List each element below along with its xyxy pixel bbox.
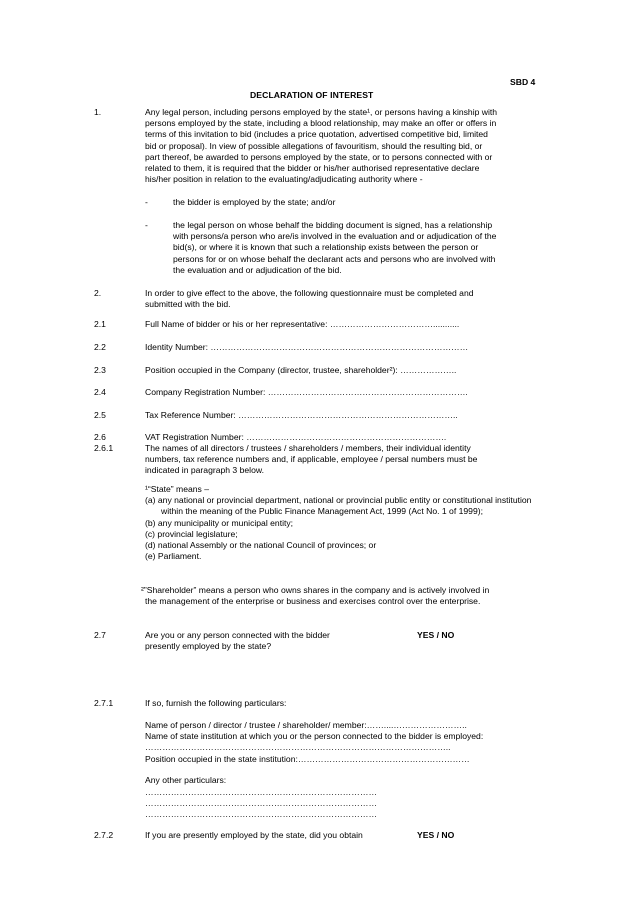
bullet-2-line: with persons/a person who are/is involved in the evaluation and or adjudication of the: [173, 231, 497, 242]
item-2-7-2-text: If you are presently employed by the state, did you obtain: [145, 830, 363, 840]
position-field: Position occupied in the Company (director, trustee, shareholder²): ………………..: [145, 365, 457, 375]
footnote-state-item: (a) any national or provincial department, national or provincial public entity or constitutional institution within the meaning of the Public Finance Management Act, 1999 (Act No. 1 of 1999);: [145, 495, 532, 517]
item-2-6-1-text: [145, 443, 545, 477]
person-name-field: Name of person / director / trustee / shareholder/ member:……....……………………..: [145, 720, 467, 730]
bullet-dash: -: [145, 220, 148, 230]
item-2-7-2-number: 2.7.2: [94, 830, 114, 840]
bullet-2-line: bid(s), or where it is known that such a relationship exists between the person or: [173, 242, 479, 253]
item-2-1-number: 2.1: [94, 319, 106, 329]
section-1-line: persons employed by the state, including a blood relationship, may make an offer or offers in: [145, 118, 497, 129]
section-1-line: related to them, it is required that the bidder or his/her authorised representative declare: [145, 163, 480, 174]
bullet-dash: -: [145, 197, 148, 207]
section-1-line: Any legal person, including persons employed by the state¹, or persons having a kinship with: [145, 107, 498, 117]
item-2-5-number: 2.5: [94, 410, 106, 420]
footnote-state-intro: ¹“State” means –: [145, 484, 209, 494]
item-2-7-number: 2.7: [94, 630, 106, 640]
item-2-7-question: [145, 630, 545, 652]
full-name-field: Full Name of bidder or his or her representative: ………………………………...........: [145, 319, 460, 329]
section-1-line: terms of this invitation to bid (includes a price quotation, advertised competitive bid, limited: [145, 129, 488, 140]
section-1-line: part thereof, be awarded to persons employed by the state, or to persons connected with or: [145, 151, 493, 162]
bullet-2-line: persons for or on whose behalf the declarant acts and persons who are involved with: [173, 253, 496, 264]
identity-number-field: Identity Number: ………………………………………………………………………………: [145, 342, 469, 352]
bullet-2-text: [173, 220, 545, 276]
item-2-3-number: 2.3: [94, 365, 106, 375]
footnote-shareholder-line: the management of the enterprise or business and exercises control over the enterprise.: [145, 596, 481, 607]
footnote-state-item: (b) any municipality or municipal entity;: [145, 517, 294, 528]
section-2-line: In order to give effect to the above, the following questionnaire must be completed and: [145, 288, 474, 298]
bullet-2-line: the evaluation and or adjudication of the bid.: [173, 264, 342, 275]
footnote-state-item: (c) provincial legislature;: [145, 528, 238, 539]
footnote-shareholder: [141, 585, 545, 607]
item-2-7-line: presently employed by the state?: [145, 641, 272, 652]
position-state-field: Position occupied in the state institution:……………………………………………………: [145, 753, 470, 764]
company-registration-field: Company Registration Number: …………………………………………………………….: [145, 387, 468, 397]
section-2-number: 2.: [94, 288, 102, 298]
section-1-line: bid or proposal). In view of possible allegations of favouritism, should the resulting bid, or: [145, 140, 483, 151]
item-2-7-yes-no[interactable]: YES / NO: [417, 630, 455, 640]
bullet-1-text: the bidder is employed by the state; and/or: [173, 197, 336, 207]
footnote-state-item: (d) national Assembly or the national Council of provinces; or: [145, 540, 377, 551]
item-2-6-1-line: numbers, tax reference numbers and, if applicable, employee / persal numbers must be: [145, 454, 478, 465]
state-institution-field: ……………………………………………………………………………………………..: [145, 742, 451, 753]
item-2-2-number: 2.2: [94, 342, 106, 352]
state-institution-label: Name of state institution at which you or the person connected to the bidder is employed:: [145, 731, 484, 742]
section-1-text: [145, 107, 545, 185]
form-code: SBD 4: [510, 77, 536, 87]
footnote-state-item: (e) Parliament.: [145, 551, 202, 562]
footnote-shareholder-line: ²”Shareholder” means a person who owns shares in the company and is actively involved in: [141, 585, 490, 595]
other-particulars-label: Any other particulars:: [145, 775, 227, 785]
tax-reference-field: Tax Reference Number: …………………………………………………………………..: [145, 410, 458, 420]
other-particulars-field: [145, 787, 545, 821]
item-2-6-number: 2.6: [94, 432, 106, 442]
item-2-7-1-intro: If so, furnish the following particulars:: [145, 698, 287, 708]
item-2-7-2-yes-no[interactable]: YES / NO: [417, 830, 455, 840]
section-1-number: 1.: [94, 107, 102, 117]
other-particulars-line: ………………………………………………………………………: [145, 809, 378, 820]
item-2-7-1-number: 2.7.1: [94, 698, 114, 708]
item-2-4-number: 2.4: [94, 387, 106, 397]
section-2-line: submitted with the bid.: [145, 299, 231, 310]
section-1-line: his/her position in relation to the evaluating/adjudicating authority where -: [145, 174, 423, 185]
item-2-6-1-line: indicated in paragraph 3 below.: [145, 465, 264, 476]
page-title: DECLARATION OF INTEREST: [250, 90, 374, 100]
other-particulars-line: ………………………………………………………………………: [145, 787, 378, 797]
item-2-6-1-number: 2.6.1: [94, 443, 114, 453]
item-2-7-1-details: [145, 720, 555, 765]
item-2-6-1-line: The names of all directors / trustees / shareholders / members, their individual identity: [145, 443, 471, 453]
item-2-7-line: Are you or any person connected with the bidder: [145, 630, 330, 640]
other-particulars-line: ………………………………………………………………………: [145, 798, 378, 809]
section-2-text: [145, 288, 545, 310]
bullet-2-line: the legal person on whose behalf the bidding document is signed, has a relationship: [173, 220, 493, 230]
vat-registration-field: VAT Registration Number: …………………………………………………………….: [145, 432, 447, 442]
footnote-state: [145, 484, 545, 562]
